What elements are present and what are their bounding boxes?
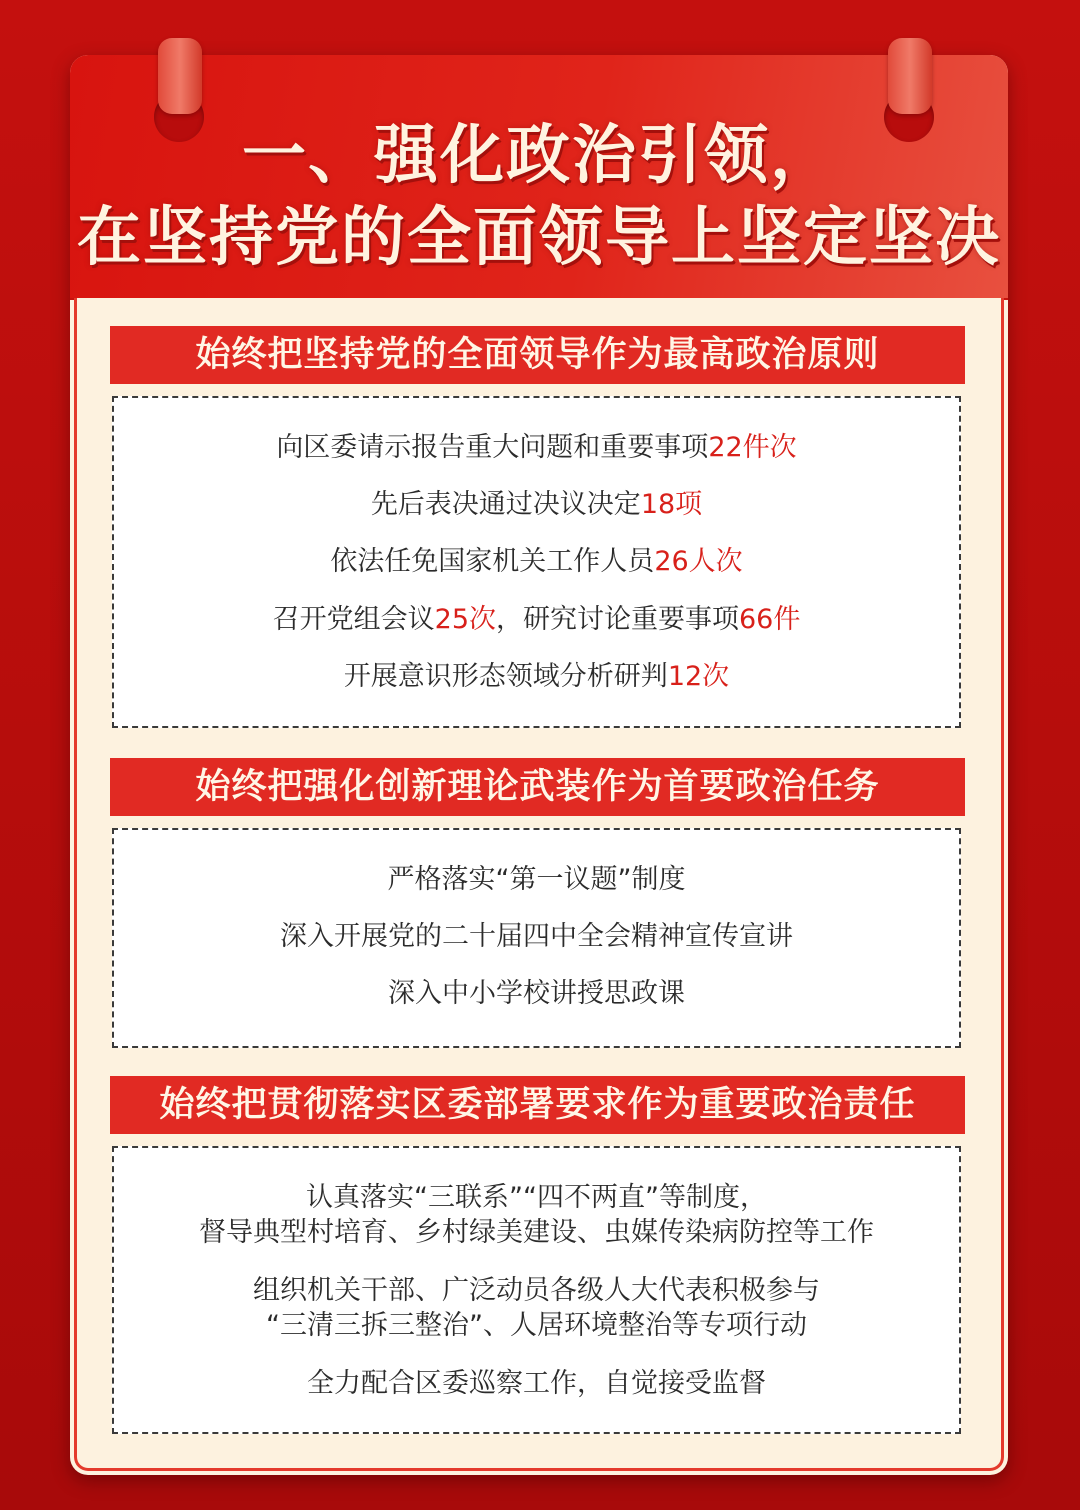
- list-item: [114, 430, 959, 466]
- item-text: 开展意识形态领域分析研判: [343, 661, 668, 692]
- page-title-line2: 在坚持党的全面领导上坚定坚决: [77, 201, 1001, 275]
- item-number: 12次: [667, 661, 730, 692]
- section-box-2: [112, 828, 961, 1048]
- list-item-line1: 认真落实“三联系”“四不两直”等制度，: [306, 1182, 767, 1213]
- item-text: ，研究讨论重要事项: [496, 604, 739, 635]
- item-number: 25次: [434, 604, 496, 635]
- list-item-line2: 督导典型村培育、乡村绿美建设、虫媒传染病防控等工作: [199, 1217, 874, 1248]
- page-title-line1: 一、强化政治引领，: [242, 119, 836, 193]
- section-heading-1: 始终把坚持党的全面领导作为最高政治原则: [110, 326, 965, 384]
- binder-ring-left-icon: [158, 38, 202, 114]
- section-box-1: [112, 396, 961, 728]
- list-item: [114, 602, 959, 638]
- item-number: 22件次: [708, 432, 797, 463]
- item-text: 先后表决通过决议决定: [370, 489, 641, 520]
- section-heading-3: 始终把贯彻落实区委部署要求作为重要政治责任: [110, 1076, 965, 1134]
- list-item: 全力配合区委巡察工作，自觉接受监督: [307, 1368, 766, 1399]
- list-item: [114, 487, 959, 523]
- section-box-3: [112, 1146, 961, 1434]
- binder-ring-right-icon: [888, 38, 932, 114]
- list-item: [114, 544, 959, 580]
- list-item: 严格落实“第一议题”制度: [387, 864, 686, 895]
- list-item: 深入开展党的二十届四中全会精神宣传宣讲: [280, 921, 793, 952]
- item-text: 向区委请示报告重大问题和重要事项: [276, 432, 709, 463]
- item-number: 26人次: [654, 546, 743, 577]
- list-item-line2: “三清三拆三整治”、人居环境整治等专项行动: [266, 1310, 807, 1341]
- item-number: 66件: [739, 604, 801, 635]
- item-text: 依法任免国家机关工作人员: [330, 546, 655, 577]
- list-item: [114, 659, 959, 695]
- item-text: 召开党组会议: [272, 604, 435, 635]
- list-item-line1: 组织机关干部、广泛动员各级人大代表积极参与: [253, 1275, 820, 1306]
- item-number: 18项: [640, 489, 703, 520]
- section-heading-2: 始终把强化创新理论武装作为首要政治任务: [110, 758, 965, 816]
- list-item: 深入中小学校讲授思政课: [388, 978, 685, 1009]
